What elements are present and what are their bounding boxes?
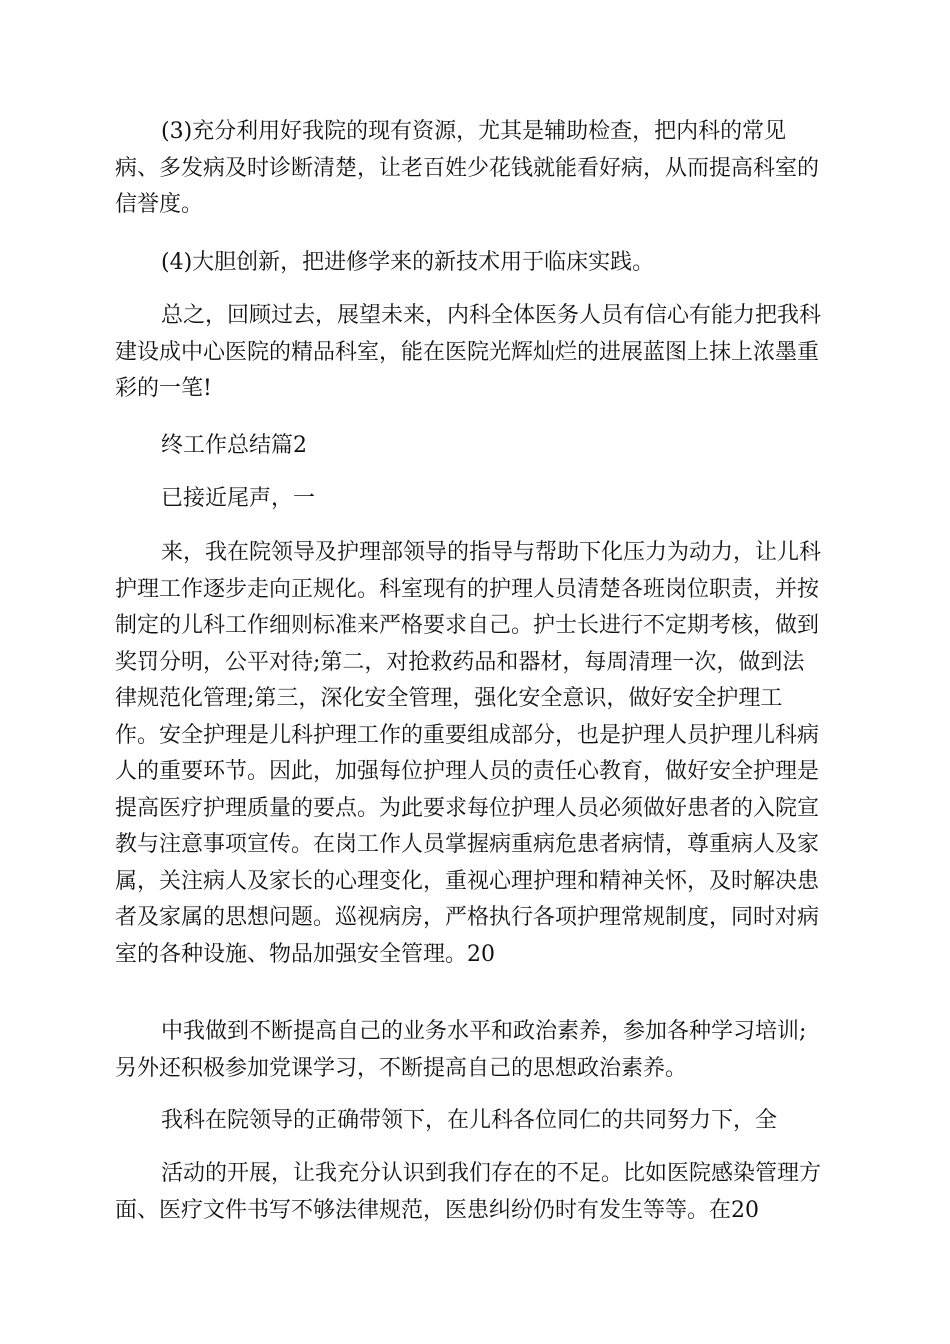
paragraph-study [115,1014,835,1087]
text-line: 护理工作逐步走向正规化。科室现有的护理人员清楚各班岗位职责，并按 [115,576,820,602]
text-line: 面、医疗文件书写不够法律规范，医患纠纷仍时有发生等等。在20 [115,1197,759,1223]
text-line: 另外还积极参加党课学习，不断提高自己的思想政治素养。 [115,1055,688,1081]
text-line: 制定的儿科工作细则标准来严格要求自己。护士长进行不定期考核，做到 [115,613,820,638]
text-line: 人的重要环节。因此，加强每位护理人员的责任心教育，做好安全护理是 [115,759,820,784]
text-line: 属，关注病人及家长的心理变化，重视心理护理和精神关怀，及时解决患 [115,868,820,894]
paragraph-opening [115,481,835,518]
text-line: 总之，回顾过去，展望未来，内科全体医务人员有信心有能力把我科 [161,303,822,328]
text-line: 作。安全护理是儿科护理工作的重要组成部分，也是护理人员护理儿科病 [115,722,820,748]
text-line: 室的各种设施、物品加强安全管理。20 [115,941,495,967]
text-line: 者及家属的思想问题。巡视病房，严格执行各项护理常规制度，同时对病 [115,905,820,930]
section-heading [115,428,835,465]
text-line: 彩的一笔! [115,376,212,401]
text-line: (3)充分利用好我院的现有资源，尤其是辅助检查，把内科的常见 [161,119,787,144]
text-line: 教与注意事项宣传。在岗工作人员掌握病重病危患者病情，尊重病人及家 [115,832,820,857]
paragraph-department [115,1103,835,1140]
text-line: 建设成中心医院的精品科室，能在医院光辉灿烂的进展蓝图上抹上浓墨重 [115,339,820,365]
text-line: 信誉度。 [115,192,204,217]
text-line: 终工作总结篇2 [161,433,307,458]
paragraph-pediatric-nursing [115,535,835,973]
text-line: 奖罚分明，公平对待;第二，对抢救药品和器材，每周清理一次，做到法 [115,649,805,675]
paragraph-resources [115,114,835,224]
text-line: 病、多发病及时诊断清楚，让老百姓少花钱就能看好病，从而提高科室的 [115,155,820,181]
paragraph-innovation [115,245,835,282]
paragraph-shortcomings [115,1156,835,1229]
text-line: (4)大胆创新，把进修学来的新技术用于临床实践。 [161,250,655,275]
paragraph-conclusion [115,298,835,408]
text-line: 提高医疗护理质量的要点。为此要求每位护理人员必须做好患者的入院宣 [115,795,820,821]
text-line: 活动的开展，让我充分认识到我们存在的不足。比如医院感染管理方 [161,1161,822,1186]
text-line: 来，我在院领导及护理部领导的指导与帮助下化压力为动力，让儿科 [161,540,822,565]
text-line: 我科在院领导的正确带领下，在儿科各位同仁的共同努力下，全 [161,1108,778,1133]
text-line: 中我做到不断提高自己的业务水平和政治素养，参加各种学习培训; [161,1019,807,1044]
text-line: 律规范化管理;第三，深化安全管理，强化安全意识，做好安全护理工 [115,686,783,711]
text-line: 已接近尾声，一 [161,486,316,511]
